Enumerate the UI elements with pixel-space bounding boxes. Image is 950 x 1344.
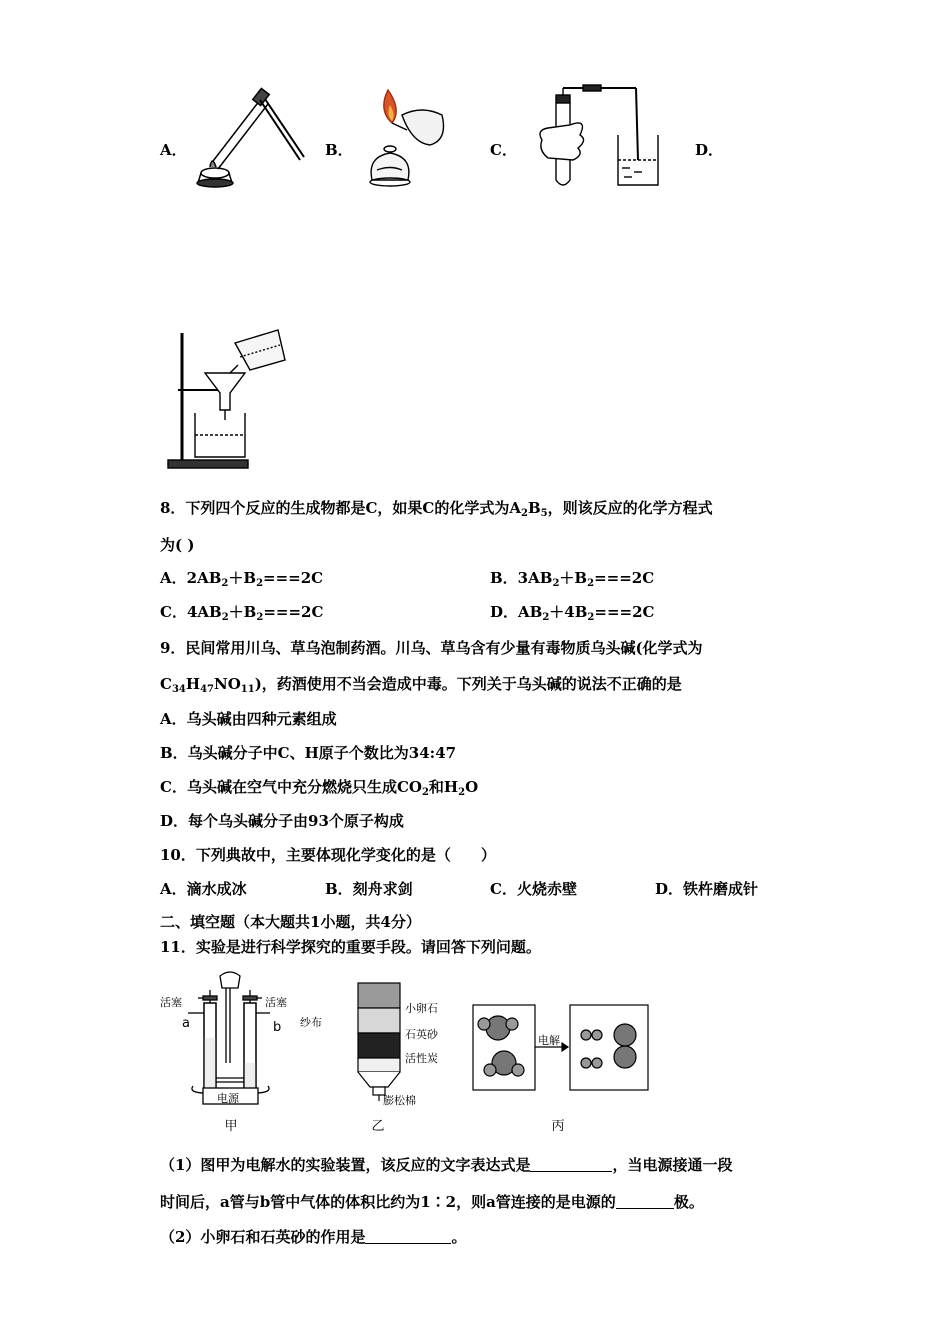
- fig-bing-caption: 丙: [551, 1119, 565, 1134]
- q8-option-d[interactable]: [490, 602, 654, 622]
- subscript: 2: [552, 578, 560, 589]
- q8-stem-text: ，则该反应的化学方程式: [547, 499, 713, 517]
- fig-jia-caption: 甲: [224, 1119, 238, 1134]
- q9-option-b[interactable]: B．乌头碱分子中C、H原子个数比为34:47: [160, 744, 457, 762]
- q8-stem-text: B: [527, 499, 541, 517]
- formula-text: C: [160, 675, 172, 693]
- option-text: ===2C: [263, 569, 324, 587]
- q11-figure-bing-molecule-model: [470, 1000, 655, 1095]
- subscript: 5: [540, 508, 548, 519]
- q11-sub2: [160, 1227, 466, 1247]
- q7-option-c-label: C．: [490, 141, 517, 159]
- q11-sub1-text: 时间后，a管与b管中气体的体积比约为1∶2，则a管连接的是电源的: [160, 1193, 616, 1211]
- formula-text: H: [185, 675, 201, 693]
- q11-figure-yi-water-filter: [340, 975, 410, 1105]
- fig-yi-gauze-label: 纱布: [300, 1016, 322, 1029]
- subscript: 2: [421, 787, 429, 798]
- q8-option-c[interactable]: [160, 602, 323, 622]
- q11-sub2-text: （2）小卵石和石英砂的作用是: [160, 1228, 366, 1246]
- q9-option-c[interactable]: [160, 777, 478, 797]
- q7-option-d-label: D．: [695, 141, 724, 159]
- q7-figure-c-airtightness-check: [518, 80, 668, 195]
- option-text: B．3AB: [490, 569, 553, 587]
- fig-jia-tube-a-label: a: [182, 1016, 190, 1031]
- q10-stem: 10．下列典故中，主要体现化学变化的是（ ）: [160, 846, 496, 864]
- q8-option-b[interactable]: [490, 568, 654, 588]
- q7-figure-a-heating-test-tube: [190, 85, 310, 190]
- answer-blank-function[interactable]: [365, 1227, 451, 1244]
- q11-sub2-text: 。: [451, 1228, 467, 1246]
- fig-yi-cotton-label: 膨松棉: [383, 1094, 416, 1107]
- option-text: 和H: [428, 778, 459, 796]
- q8-stem-text: 8．下列四个反应的生成物都是C，如果C的化学式为A: [160, 499, 521, 517]
- fig-bing-arrow-label: 电解: [538, 1034, 560, 1047]
- subscript: 2: [458, 787, 466, 798]
- fig-jia-valve-right-label: 活塞: [265, 996, 287, 1009]
- fig-yi-caption: 乙: [371, 1119, 385, 1134]
- option-text: ＋4B: [549, 603, 588, 621]
- q9-option-a[interactable]: A．乌头碱由四种元素组成: [160, 710, 337, 728]
- q7-figure-b-lighting-alcohol-lamp: [352, 85, 452, 195]
- subscript: 2: [520, 508, 528, 519]
- q8-option-a[interactable]: [160, 568, 323, 588]
- q10-option-a[interactable]: A．滴水成冰: [160, 880, 247, 898]
- q11-sub1-text: （1）图甲为电解水的实验装置，该反应的文字表达式是: [160, 1156, 531, 1174]
- subscript: 2: [256, 612, 264, 623]
- option-text: C．4AB: [160, 603, 222, 621]
- fig-yi-pebble-label: 小卵石: [405, 1002, 438, 1015]
- q8-stem-line2: 为( ): [160, 536, 195, 554]
- q10-option-c[interactable]: C．火烧赤壁: [490, 880, 577, 898]
- formula-text: NO: [213, 675, 241, 693]
- q9-stem-text: )，药酒使用不当会造成中毒。下列关于乌头碱的说法不正确的是: [254, 675, 682, 693]
- q11-sub1-text: ，当电源接通一段: [612, 1156, 733, 1174]
- option-text: O: [465, 778, 479, 796]
- subscript: 2: [256, 578, 264, 589]
- q7-option-a-label: A．: [160, 141, 187, 159]
- fig-yi-quartz-sand-label: 石英砂: [405, 1028, 438, 1041]
- fig-yi-activated-carbon-label: 活性炭: [405, 1052, 438, 1065]
- subscript: 2: [542, 612, 550, 623]
- subscript: 2: [221, 578, 229, 589]
- q9-option-d[interactable]: D．每个乌头碱分子由93个原子构成: [160, 812, 404, 830]
- q11-sub1-line2: [160, 1192, 704, 1212]
- section-heading: 二、填空题（本大题共1小题，共4分）: [160, 913, 421, 931]
- fig-jia-valve-left-label: 活塞: [160, 996, 182, 1009]
- option-text: ＋B: [228, 569, 257, 587]
- q9-stem-line1: 9．民间常用川乌、草乌泡制药酒。川乌、草乌含有少量有毒物质乌头碱(化学式为: [160, 639, 703, 657]
- q11-stem: 11．实验是进行科学探究的重要手段。请回答下列问题。: [160, 938, 541, 956]
- q9-stem-line2: [160, 674, 682, 694]
- option-text: ===2C: [263, 603, 324, 621]
- fig-jia-tube-b-label: b: [273, 1020, 282, 1035]
- fig-jia-power-label: 电源: [217, 1092, 239, 1105]
- subscript: 47: [200, 684, 214, 695]
- subscript: 2: [221, 612, 229, 623]
- option-text: A．2AB: [160, 569, 222, 587]
- q7-figure-d-filtration: [160, 325, 290, 475]
- q10-option-b[interactable]: B．刻舟求剑: [325, 880, 413, 898]
- q10-option-d[interactable]: D．铁杵磨成针: [655, 880, 759, 898]
- subscript: 2: [587, 612, 595, 623]
- q8-stem-line1: [160, 498, 713, 518]
- subscript: 11: [240, 684, 255, 695]
- subscript: 34: [171, 684, 186, 695]
- option-text: D．AB: [490, 603, 543, 621]
- q7-option-b-label: B．: [325, 141, 353, 159]
- answer-blank-electrode[interactable]: [616, 1192, 674, 1209]
- option-text: ＋B: [559, 569, 588, 587]
- subscript: 2: [587, 578, 595, 589]
- q11-sub1-line1: [160, 1155, 732, 1175]
- answer-blank-expression[interactable]: [530, 1155, 612, 1172]
- option-text: ===2C: [594, 569, 655, 587]
- option-text: ＋B: [228, 603, 257, 621]
- option-text: ===2C: [594, 603, 655, 621]
- option-text: C．乌头碱在空气中充分燃烧只生成CO: [160, 778, 422, 796]
- q11-sub1-text: 极。: [673, 1193, 704, 1211]
